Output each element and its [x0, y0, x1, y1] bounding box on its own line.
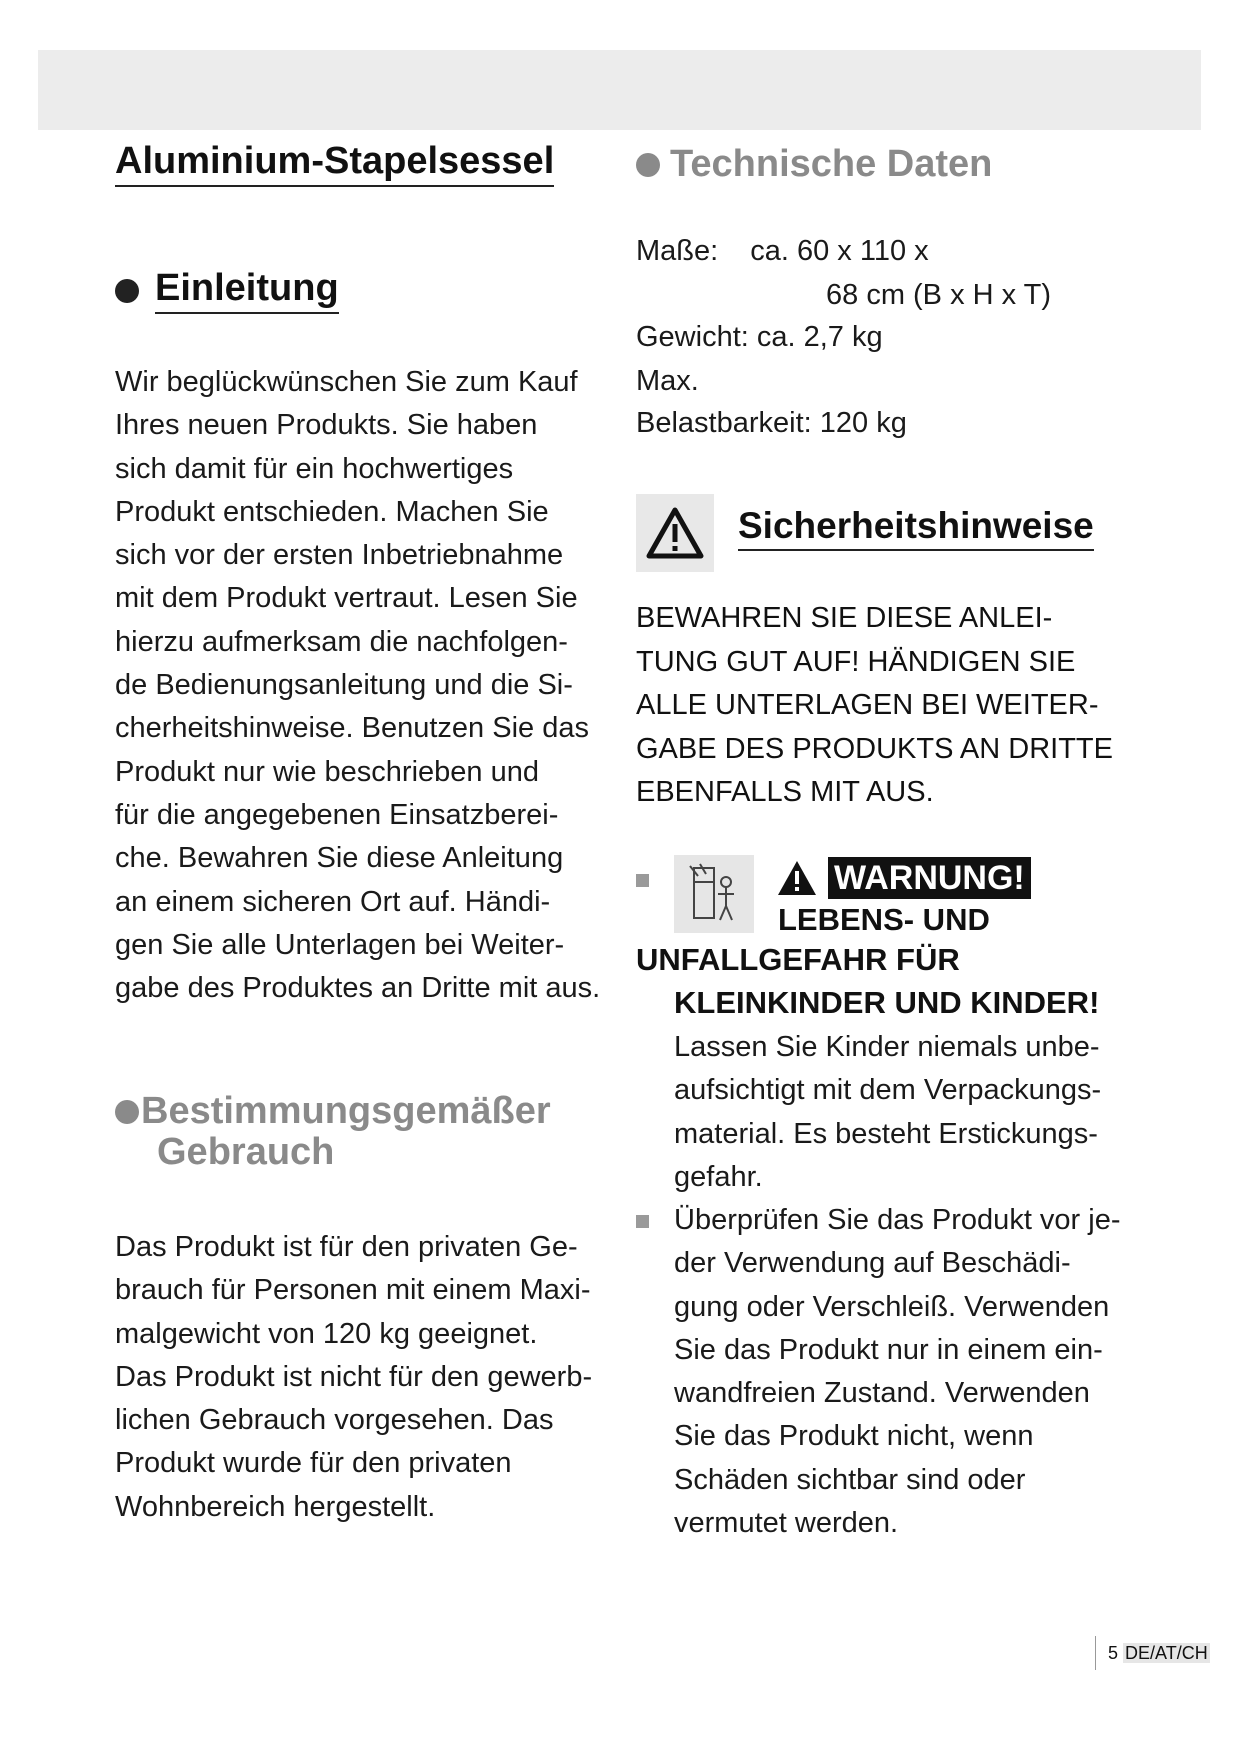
text-line: vermutet werden. — [674, 1507, 899, 1540]
text-line: EBENFALLS MIT AUS. — [636, 776, 934, 808]
text-line: Wohnbereich hergestellt. — [115, 1490, 436, 1523]
text-line: Produkt nur wie beschrieben und — [115, 755, 539, 788]
text-line: Das Produkt ist für den privaten Ge- — [115, 1231, 578, 1263]
text-line: malgewicht von 120 kg geeignet. — [115, 1317, 538, 1350]
warning-label: WARNUNG! — [828, 857, 1031, 899]
tech-belastbarkeit: Belastbarkeit: 120 kg — [636, 407, 907, 439]
bullet-dot-icon — [115, 279, 139, 303]
text-line: der Verwendung auf Beschädi- — [674, 1247, 1071, 1280]
masse-label: Maße: — [636, 235, 719, 267]
text-line: Sie das Produkt nur in einem ein- — [674, 1333, 1103, 1366]
warning-triangle-icon — [776, 859, 818, 897]
tech-heading — [636, 143, 992, 186]
safety-caps-paragraph — [636, 597, 1113, 815]
text-line: lichen Gebrauch vorgesehen. Das — [115, 1404, 554, 1437]
child-safety-icon — [674, 855, 754, 933]
safety-heading — [738, 505, 1094, 551]
gebrauch-paragraph — [115, 1226, 592, 1529]
warn-line3: KLEINKINDER UND KINDER! — [674, 985, 1100, 1020]
tech-masse-row — [636, 230, 929, 273]
text-line: material. Es besteht Erstickungs- — [674, 1117, 1098, 1150]
text-line: che. Bewahren Sie diese Anleitung — [115, 842, 564, 875]
text-line: GABE DES PRODUKTS AN DRITTE — [636, 732, 1113, 765]
text-line: gen Sie alle Unterlagen bei Weiter- — [115, 928, 565, 961]
einleitung-heading-text: Einleitung — [155, 267, 339, 314]
page-number: 5 — [1108, 1643, 1119, 1663]
safety-heading-text: Sicherheitshinweise — [738, 505, 1094, 551]
text-line: hierzu aufmerksam die nachfolgen- — [115, 625, 568, 658]
bullet1-text — [674, 1026, 1101, 1199]
text-line: wandfreien Zustand. Verwenden — [674, 1377, 1090, 1410]
text-line: Das Produkt ist nicht für den gewerb- — [115, 1360, 593, 1393]
text-line: Sie das Produkt nicht, wenn — [674, 1420, 1034, 1453]
warn-line1: LEBENS- UND — [778, 902, 990, 937]
text-line: Ihres neuen Produkts. Sie haben — [115, 409, 538, 442]
warning-badge — [776, 857, 1031, 899]
text-line: cherheitshinweise. Benutzen Sie das — [115, 712, 589, 745]
text-line: aufsichtigt mit dem Verpackungs- — [674, 1074, 1102, 1107]
tech-max: Max. — [636, 365, 699, 397]
page-title: Aluminium-Stapelsessel — [115, 140, 554, 187]
tech-gewicht: Gewicht: ca. 2,7 kg — [636, 321, 883, 353]
warning-triangle-icon — [636, 494, 714, 572]
warn-line2: UNFALLGEFAHR FÜR — [636, 942, 960, 977]
text-line: für die angegebenen Einsatzberei- — [115, 798, 559, 831]
header-band — [38, 50, 1201, 130]
bullet-dot-icon — [636, 153, 660, 177]
text-line: an einem sicheren Ort auf. Händi- — [115, 885, 551, 918]
text-line: ALLE UNTERLAGEN BEI WEITER- — [636, 689, 1099, 721]
text-line: brauch für Personen mit einem Maxi- — [115, 1274, 591, 1307]
text-line: mit dem Produkt vertraut. Lesen Sie — [115, 582, 578, 615]
locale-label: DE/AT/CH — [1125, 1643, 1208, 1663]
text-line: gung oder Verschleiß. Verwenden — [674, 1290, 1110, 1323]
masse-value-cont: 68 cm (B x H x T) — [826, 279, 1052, 311]
einleitung-paragraph — [115, 361, 600, 1010]
text-line: BEWAHREN SIE DIESE ANLEI- — [636, 602, 1053, 634]
text-line: Produkt wurde für den privaten — [115, 1447, 512, 1480]
text-line: Produkt entschieden. Machen Sie — [115, 495, 549, 528]
gebrauch-heading-line1: Bestimmungsgemäßer — [141, 1090, 551, 1132]
text-line: Wir beglückwünschen Sie zum Kauf — [115, 366, 578, 398]
bullet-dot-icon — [115, 1100, 139, 1124]
text-line: gabe des Produktes an Dritte mit aus. — [115, 972, 601, 1005]
text-line: TUNG GUT AUF! HÄNDIGEN SIE — [636, 645, 1076, 678]
text-line: de Bedienungsanleitung und die Si- — [115, 669, 573, 702]
gebrauch-heading-line2: Gebrauch — [157, 1131, 335, 1173]
text-line: Lassen Sie Kinder niemals unbe- — [674, 1031, 1100, 1063]
tech-heading-text: Technische Daten — [670, 143, 993, 185]
text-line: sich damit für ein hochwertiges — [115, 452, 514, 485]
text-line: sich vor der ersten Inbetriebnahme — [115, 539, 564, 572]
masse-value: ca. 60 x 110 x — [750, 235, 929, 267]
text-line: Schäden sichtbar sind oder — [674, 1463, 1026, 1496]
bullet-square-icon — [636, 874, 649, 887]
einleitung-heading — [115, 267, 339, 314]
bullet-square-icon — [636, 1215, 649, 1228]
text-line: gefahr. — [674, 1160, 763, 1193]
bullet2-text — [674, 1199, 1121, 1545]
page-footer — [1095, 1636, 1210, 1670]
gebrauch-heading — [115, 1090, 551, 1133]
text-line: Überprüfen Sie das Produkt vor je- — [674, 1204, 1121, 1236]
